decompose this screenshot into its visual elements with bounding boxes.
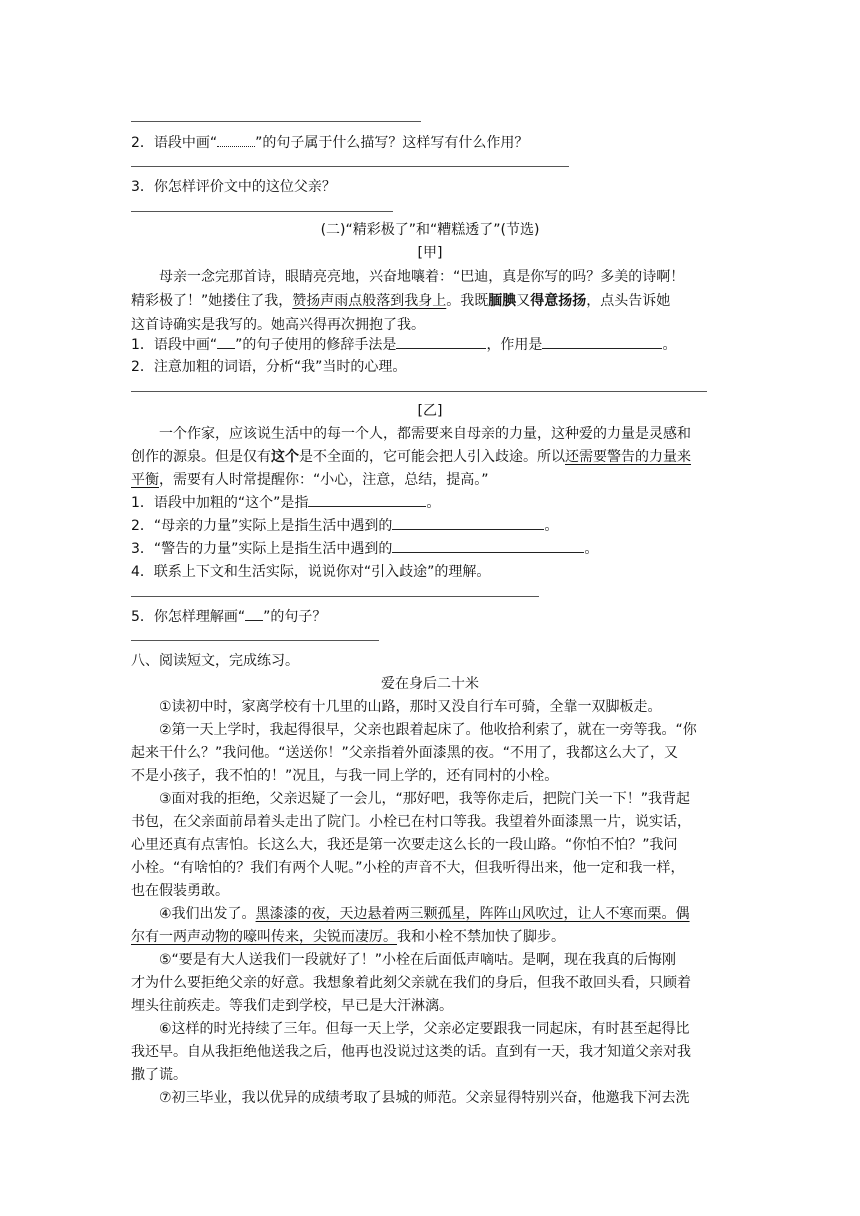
- paragraph-line: 书包，在父亲面前昂着头走出了院门。小栓已在村口等我。我望着外面漆黑一片，说实话，: [131, 814, 691, 830]
- paragraph-line: 埋头往前疾走。等我们走到学校，早已是大汗淋漓。: [131, 998, 453, 1014]
- underline-mark: [245, 606, 263, 621]
- paragraph-line: 撒了谎。: [131, 1067, 187, 1083]
- paragraph-line: 尔有一两声动物的嚎叫传来，尖锐而凄厉。我和小栓不禁加快了脚步。: [131, 929, 565, 945]
- paragraph-line: ⑤“要是有大人送我们一段就好了！”小栓在后面低声嘀咕。是啊，现在我真的后悔刚: [159, 952, 677, 968]
- question-2: 2．语段中画“ ”的句子属于什么描写？这样写有什么作用？: [131, 132, 528, 152]
- bold-word: 腼腆: [488, 293, 517, 309]
- answer-line: [131, 121, 421, 122]
- underlined-sentence: 赞扬声雨点般落到我身上: [292, 293, 447, 309]
- paragraph-line: ⑦初三毕业，我以优异的成绩考取了县城的师范。父亲显得特别兴奋，他邀我下河去洗: [159, 1090, 690, 1106]
- underlined-sentence: 平衡: [131, 472, 159, 488]
- bold-word: 得意扬扬: [530, 293, 587, 309]
- dotted-mark: [217, 132, 255, 147]
- answer-line: [131, 596, 539, 597]
- paragraph-line: 一个作家，应该说生活中的每一个人，都需要来自母亲的力量，这种爱的力量是灵感和: [159, 426, 691, 442]
- answer-blank[interactable]: [308, 492, 426, 507]
- paragraph-line: 才为什么要拒绝父亲的好意。我想象着此刻父亲就在我们的身后，但我不敢回头看，只顾着: [131, 975, 691, 991]
- answer-line: [131, 640, 379, 641]
- bold-word: 这个: [271, 449, 299, 465]
- paragraph-line: 精彩极了！”她搂住了我，赞扬声雨点般落到我身上。我既腼腆又得意扬扬，点头告诉她: [131, 293, 671, 309]
- answer-line: [131, 391, 707, 392]
- sub-label-jia: [甲]: [417, 245, 443, 261]
- paragraph-line: ⑥这样的时光持续了三年。但每一天上学，父亲必定要跟我一同起床，有时甚至起得比: [159, 1021, 690, 1037]
- jia-question-2: 2．注意加粗的词语，分析“我”当时的心理。: [131, 359, 407, 375]
- paragraph-line: ③面对我的拒绝，父亲迟疑了一会儿，“那好吧，我等你走后，把院门关一下！”我背起: [159, 791, 691, 807]
- paragraph-line: 心里还真有点害怕。长这么大，我还是第一次要走这么长的一段山路。“你怕不怕？”我问: [131, 837, 678, 853]
- yi-question-2: 2．“母亲的力量”实际上是指生活中遇到的 。: [131, 515, 558, 535]
- yi-question-3: 3．“警告的力量”实际上是指生活中遇到的 。: [131, 538, 598, 558]
- yi-question-1: 1．语段中加粗的“这个”是指 。: [131, 492, 440, 512]
- paragraph-line: 小栓。“有啥怕的？我们有两个人呢。”小栓的声音不大，但我听得出来，他一定和我一样，: [131, 860, 685, 876]
- answer-blank[interactable]: [392, 515, 544, 530]
- paragraph-line: 创作的源泉。但是仅有这个是不全面的，它可能会把人引入歧途。所以还需要警告的力量来: [131, 449, 691, 465]
- jia-question-1: 1．语段中画“ ”的句子使用的修辞手法是 ，作用是 。: [131, 334, 676, 354]
- underlined-sentence: 还需要警告的力量来: [565, 449, 691, 465]
- paragraph-line: 也在假装勇敢。: [131, 883, 229, 899]
- paragraph-line: 这首诗确实是我写的。她高兴得再次拥抱了我。: [131, 317, 425, 333]
- paragraph-line: 母亲一念完那首诗，眼睛亮亮地，兴奋地嚷着：“巴迪，真是你写的吗？多美的诗啊！: [159, 269, 685, 285]
- underlined-sentence: 尔有一两声动物的嚎叫传来，尖锐而凄厉。: [131, 929, 397, 945]
- paragraph-line: 我还早。自从我拒绝他送我之后，他再也没说过这类的话。直到有一天，我才知道父亲对我: [131, 1044, 691, 1060]
- answer-blank[interactable]: [542, 334, 662, 349]
- answer-blank[interactable]: [392, 538, 584, 553]
- paragraph-line: 平衡，需要有人时常提醒你：“小心，注意，总结，提高。”: [131, 472, 489, 488]
- paragraph-line: 起来干什么？”我问他。“送送你！”父亲指着外面漆黑的夜。“不用了，我都这么大了，又: [131, 745, 679, 761]
- underlined-sentence: 黑漆漆的夜，天边悬着两三颗孤星，阵阵山风吹过，让人不寒而栗。偶: [255, 906, 690, 922]
- underline-mark: [217, 334, 235, 349]
- question-3: 3．你怎样评价文中的这位父亲？: [131, 179, 336, 195]
- paragraph-line: 不是小孩子，我不怕的！”况且，与我一同上学的，还有同村的小栓。: [131, 768, 559, 784]
- paragraph-line: ④我们出发了。黑漆漆的夜，天边悬着两三颗孤星，阵阵山风吹过，让人不寒而栗。偶: [159, 906, 690, 922]
- answer-blank[interactable]: [396, 334, 486, 349]
- answer-line: [131, 211, 393, 212]
- yi-question-5: 5．你怎样理解画“ ”的句子？: [131, 606, 326, 626]
- paragraph-line: ①读初中时，家离学校有十几里的山路，那时又没自行车可骑，全靠一双脚板走。: [159, 699, 662, 715]
- section-heading: 八、阅读短文，完成练习。: [131, 653, 299, 669]
- article-title: 爱在身后二十米: [381, 676, 479, 692]
- section-title: (二)“精彩极了”和“糟糕透了”(节选): [320, 222, 540, 238]
- yi-question-4: 4．联系上下文和生活实际，说说你对“引入歧途”的理解。: [131, 564, 491, 580]
- answer-line: [131, 166, 569, 167]
- paragraph-line: ②第一天上学时，我起得很早，父亲也跟着起床了。他收拾利索了，就在一旁等我。“你: [159, 722, 697, 738]
- sub-label-yi: [乙]: [417, 403, 443, 419]
